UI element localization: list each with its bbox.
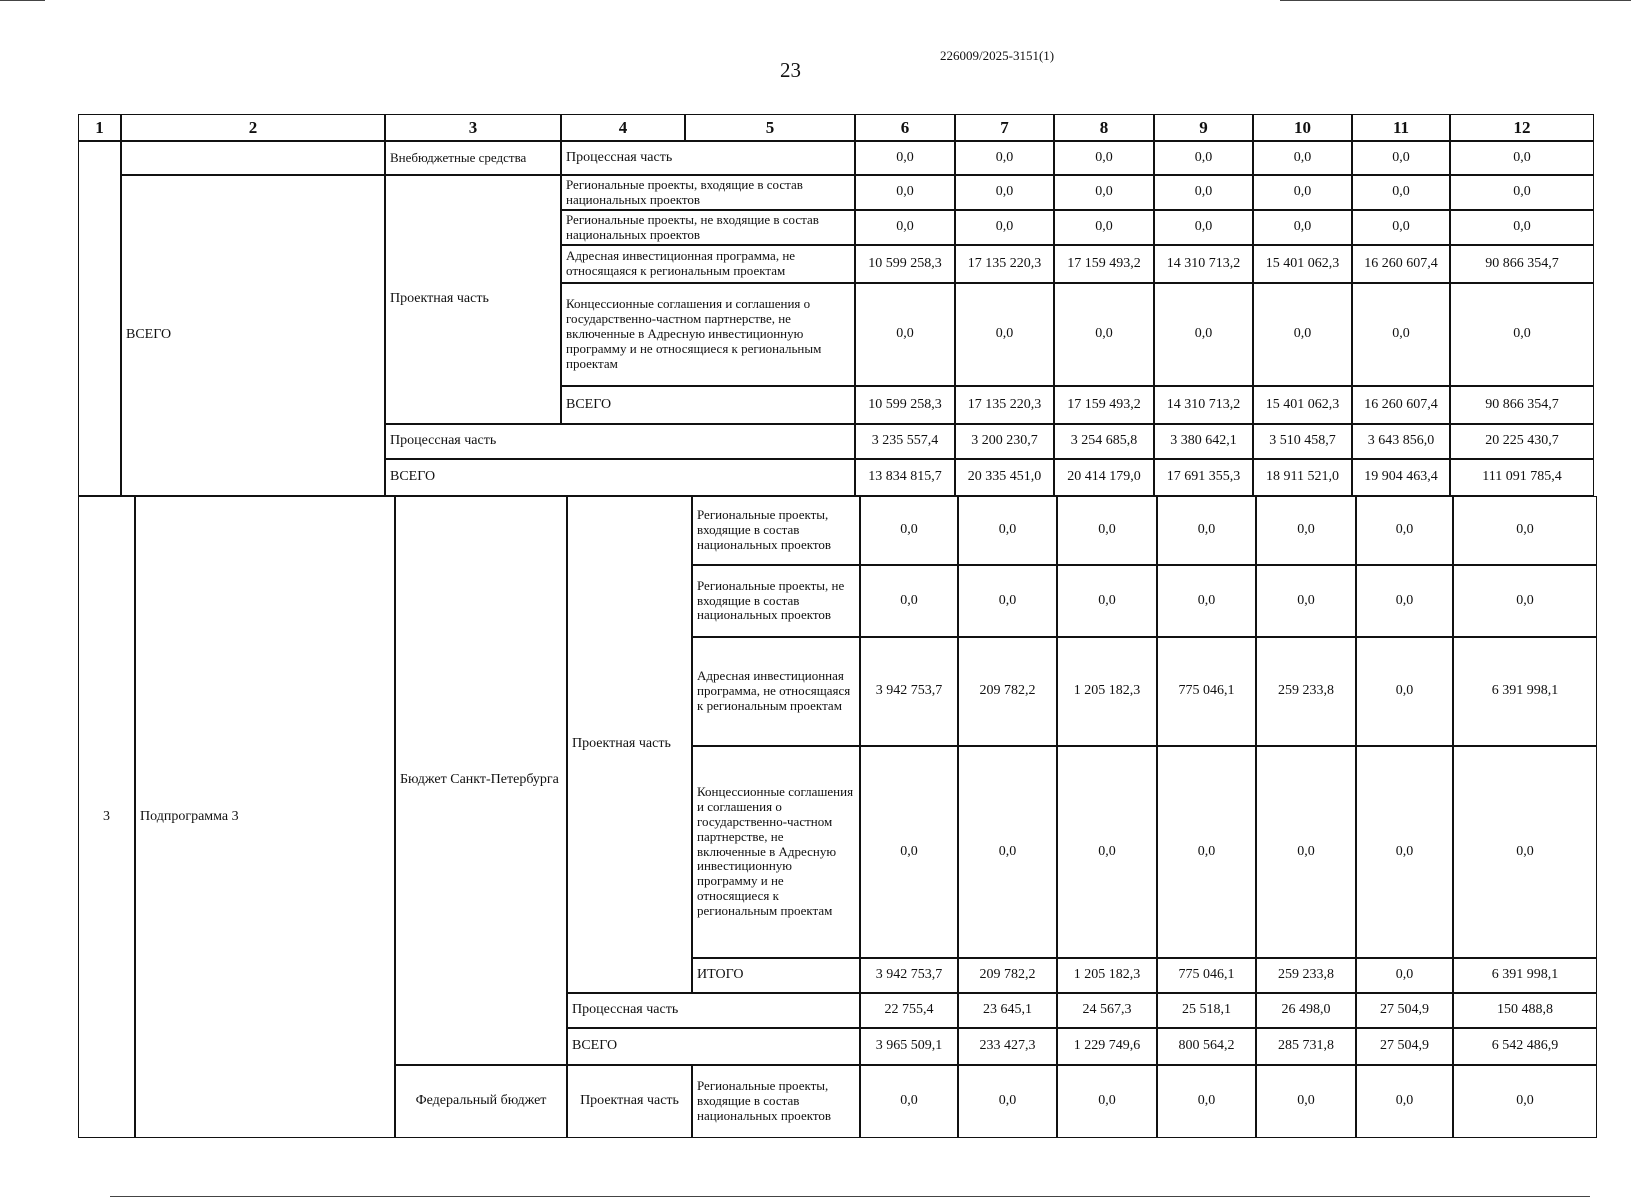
header-col-11: 11 [1352,114,1450,141]
total-rp-out-col6: 0,0 [855,210,955,245]
federal-rp-in-col7: 0,0 [958,1065,1057,1138]
sp3-vsego-label: ВСЕГО [567,1028,860,1065]
sp3-rp-in-col9: 0,0 [1157,496,1256,565]
sp3-vsego-col9: 800 564,2 [1157,1028,1256,1065]
sp3-process-col6: 22 755,4 [860,993,958,1028]
total-rp-in-col7: 0,0 [955,175,1054,210]
total-rp-in-col10: 0,0 [1253,175,1352,210]
sp3-rp-in-col6: 0,0 [860,496,958,565]
sp3-rp-out-col7: 0,0 [958,565,1057,637]
header-col-6: 6 [855,114,955,141]
total-aip-col7: 17 135 220,3 [955,245,1054,283]
sp3-itogo-col12: 6 391 998,1 [1453,958,1597,993]
total-rp-in-col6: 0,0 [855,175,955,210]
total-project-sum-col12: 90 866 354,7 [1450,386,1594,424]
sp3-concession-col12: 0,0 [1453,746,1597,958]
sp3-concession-col7: 0,0 [958,746,1057,958]
sp3-rp-out-col11: 0,0 [1356,565,1453,637]
sp3-process-col9: 25 518,1 [1157,993,1256,1028]
total-project-sum-col10: 15 401 062,3 [1253,386,1352,424]
sp3-vsego-col12: 6 542 486,9 [1453,1028,1597,1065]
total-concession-label: Концессионные соглашения и соглашения о государственно-частном партнерстве, не включенные в Адресную инвестиционную программу и не относящиеся к региональным проектам [561,283,855,386]
sp3-rp-out-col10: 0,0 [1256,565,1356,637]
document-code: 226009/2025-3151(1) [940,48,1055,63]
total-all-col8: 20 414 179,0 [1054,459,1154,496]
total-rp-in-col9: 0,0 [1154,175,1253,210]
header-col-2: 2 [121,114,385,141]
total-row-number [78,141,121,496]
header-col-3: 3 [385,114,561,141]
header-col-7: 7 [955,114,1054,141]
offbudget-process-col10: 0,0 [1253,141,1352,175]
header-col-8: 8 [1054,114,1154,141]
total-project-sum-col6: 10 599 258,3 [855,386,955,424]
offbudget-process-col9: 0,0 [1154,141,1253,175]
total-rp-out-col7: 0,0 [955,210,1054,245]
total-process-col11: 3 643 856,0 [1352,424,1450,459]
subprogram3-name: Подпрограмма 3 [135,496,395,1138]
offbudget-process-label: Процессная часть [561,141,855,175]
total-aip-col12: 90 866 354,7 [1450,245,1594,283]
total-all-col11: 19 904 463,4 [1352,459,1450,496]
sp3-aip-col6: 3 942 753,7 [860,637,958,746]
sp3-concession-label: Концессионные соглашения и соглашения о государственно-частном партнерстве, не включенные в Адресную инвестиционную программу и не относящиеся к региональным проектам [692,746,860,958]
sp3-concession-col9: 0,0 [1157,746,1256,958]
total-name: ВСЕГО [121,175,385,496]
offbudget-process-col6: 0,0 [855,141,955,175]
total-process-col7: 3 200 230,7 [955,424,1054,459]
total-rp-out-col11: 0,0 [1352,210,1450,245]
offbudget-process-col8: 0,0 [1054,141,1154,175]
total-aip-col6: 10 599 258,3 [855,245,955,283]
sp3-process-col8: 24 567,3 [1057,993,1157,1028]
total-project-sum-col8: 17 159 493,2 [1054,386,1154,424]
total-concession-col9: 0,0 [1154,283,1253,386]
total-rp-in-col8: 0,0 [1054,175,1154,210]
subprogram3-row-number: 3 [78,496,135,1138]
sp3-aip-col8: 1 205 182,3 [1057,637,1157,746]
sp3-aip-col9: 775 046,1 [1157,637,1256,746]
sp3-aip-col12: 6 391 998,1 [1453,637,1597,746]
total-rp-out-col8: 0,0 [1054,210,1154,245]
federal-rp-in-col9: 0,0 [1157,1065,1256,1138]
sp3-rp-in-label: Региональные проекты, входящие в состав национальных проектов [692,496,860,565]
offbudget-process-col11: 0,0 [1352,141,1450,175]
total-rp-out-label: Региональные проекты, не входящие в состав национальных проектов [561,210,855,245]
total-project-sum-col9: 14 310 713,2 [1154,386,1253,424]
sp3-vsego-col11: 27 504,9 [1356,1028,1453,1065]
sp3-process-label: Процессная часть [567,993,860,1028]
total-all-col6: 13 834 815,7 [855,459,955,496]
federal-rp-in-col6: 0,0 [860,1065,958,1138]
sp3-process-col7: 23 645,1 [958,993,1057,1028]
header-col-12: 12 [1450,114,1594,141]
sp3-aip-col7: 209 782,2 [958,637,1057,746]
federal-rp-in-col11: 0,0 [1356,1065,1453,1138]
sp3-vsego-col8: 1 229 749,6 [1057,1028,1157,1065]
total-project-sum-col7: 17 135 220,3 [955,386,1054,424]
total-concession-col8: 0,0 [1054,283,1154,386]
offbudget-process-col7: 0,0 [955,141,1054,175]
sp3-vsego-col10: 285 731,8 [1256,1028,1356,1065]
sp3-itogo-label: ИТОГО [692,958,860,993]
total-project-sum-label: ВСЕГО [561,386,855,424]
sp3-concession-col6: 0,0 [860,746,958,958]
sp3-project-part-label: Проектная часть [567,496,692,993]
total-concession-col12: 0,0 [1450,283,1594,386]
page-number: 23 [780,58,801,82]
total-concession-col7: 0,0 [955,283,1054,386]
total-project-part-label: Проектная часть [385,175,561,424]
offbudget-source: Внебюджетные средства [385,141,561,175]
sp3-itogo-col11: 0,0 [1356,958,1453,993]
total-process-col8: 3 254 685,8 [1054,424,1154,459]
federal-rp-in-col12: 0,0 [1453,1065,1597,1138]
total-concession-col11: 0,0 [1352,283,1450,386]
budget-spb-source: Бюджет Санкт-Петербурга [395,496,567,1065]
sp3-concession-col8: 0,0 [1057,746,1157,958]
total-aip-col11: 16 260 607,4 [1352,245,1450,283]
total-all-col7: 20 335 451,0 [955,459,1054,496]
sp3-aip-label: Адресная инвестиционная программа, не относящаяся к региональным проектам [692,637,860,746]
sp3-itogo-col10: 259 233,8 [1256,958,1356,993]
total-process-col12: 20 225 430,7 [1450,424,1594,459]
sp3-itogo-col8: 1 205 182,3 [1057,958,1157,993]
sp3-itogo-col6: 3 942 753,7 [860,958,958,993]
header-col-10: 10 [1253,114,1352,141]
federal-rp-in-col10: 0,0 [1256,1065,1356,1138]
total-all-col12: 111 091 785,4 [1450,459,1594,496]
total-process-label: Процессная часть [385,424,855,459]
sp3-rp-out-col8: 0,0 [1057,565,1157,637]
total-process-col6: 3 235 557,4 [855,424,955,459]
total-aip-col8: 17 159 493,2 [1054,245,1154,283]
header-col-9: 9 [1154,114,1253,141]
total-rp-out-col9: 0,0 [1154,210,1253,245]
sp3-vsego-col7: 233 427,3 [958,1028,1057,1065]
sp3-rp-out-col6: 0,0 [860,565,958,637]
sp3-itogo-col9: 775 046,1 [1157,958,1256,993]
sp3-concession-col11: 0,0 [1356,746,1453,958]
sp3-rp-in-col10: 0,0 [1256,496,1356,565]
header-col-5: 5 [685,114,855,141]
total-process-col10: 3 510 458,7 [1253,424,1352,459]
federal-project-part-label: Проектная часть [567,1065,692,1138]
bottom-edge-line [110,1196,1590,1197]
sp3-aip-col11: 0,0 [1356,637,1453,746]
total-process-col9: 3 380 642,1 [1154,424,1253,459]
total-name-blank [121,141,385,175]
total-rp-in-label: Региональные проекты, входящие в состав национальных проектов [561,175,855,210]
sp3-vsego-col6: 3 965 509,1 [860,1028,958,1065]
total-rp-out-col12: 0,0 [1450,210,1594,245]
sp3-rp-out-col9: 0,0 [1157,565,1256,637]
header-col-1: 1 [78,114,121,141]
sp3-concession-col10: 0,0 [1256,746,1356,958]
total-concession-col6: 0,0 [855,283,955,386]
federal-rp-in-col8: 0,0 [1057,1065,1157,1138]
total-all-col10: 18 911 521,0 [1253,459,1352,496]
federal-budget-source: Федеральный бюджет [395,1065,567,1138]
sp3-process-col12: 150 488,8 [1453,993,1597,1028]
total-all-label: ВСЕГО [385,459,855,496]
sp3-itogo-col7: 209 782,2 [958,958,1057,993]
total-aip-col10: 15 401 062,3 [1253,245,1352,283]
total-concession-col10: 0,0 [1253,283,1352,386]
sp3-rp-in-col7: 0,0 [958,496,1057,565]
total-project-sum-col11: 16 260 607,4 [1352,386,1450,424]
sp3-rp-in-col8: 0,0 [1057,496,1157,565]
sp3-rp-in-col12: 0,0 [1453,496,1597,565]
sp3-rp-in-col11: 0,0 [1356,496,1453,565]
sp3-aip-col10: 259 233,8 [1256,637,1356,746]
sp3-process-col10: 26 498,0 [1256,993,1356,1028]
header-col-4: 4 [561,114,685,141]
total-rp-out-col10: 0,0 [1253,210,1352,245]
total-aip-col9: 14 310 713,2 [1154,245,1253,283]
total-all-col9: 17 691 355,3 [1154,459,1253,496]
offbudget-process-col12: 0,0 [1450,141,1594,175]
total-aip-label: Адресная инвестиционная программа, не относящаяся к региональным проектам [561,245,855,283]
total-rp-in-col11: 0,0 [1352,175,1450,210]
sp3-rp-out-label: Региональные проекты, не входящие в состав национальных проектов [692,565,860,637]
federal-rp-in-label: Региональные проекты, входящие в состав национальных проектов [692,1065,860,1138]
total-rp-in-col12: 0,0 [1450,175,1594,210]
sp3-process-col11: 27 504,9 [1356,993,1453,1028]
sp3-rp-out-col12: 0,0 [1453,565,1597,637]
